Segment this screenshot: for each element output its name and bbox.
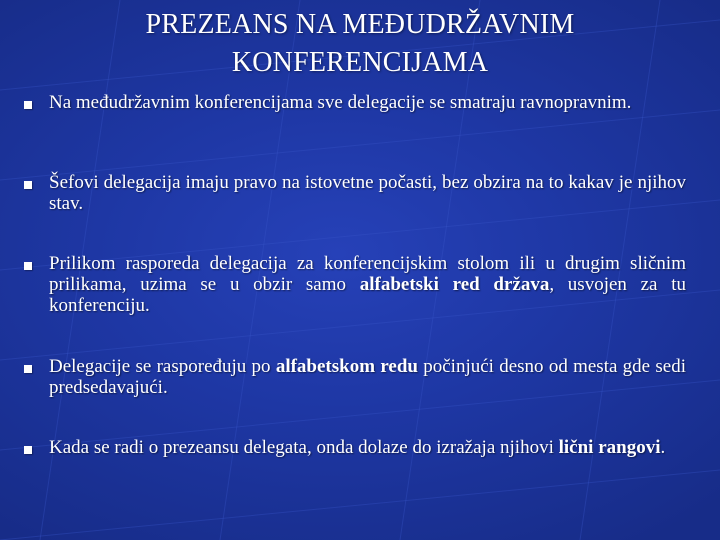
bullet-text-part: Kada se radi o prezeansu delegata, onda dolaze do izražaja njihovi (49, 437, 559, 458)
bullet-text-part: počinjući desno od mesta gde sedi predsedavajući. (49, 356, 686, 398)
bullet-text-part: Na međudržavnim konferencijama sve delegacije se smatraju ravnopravnim. (49, 92, 632, 113)
bullet-text-part: Prilikom rasporeda delegacija za konferencijskim stolom ili u drugim sličnim prilikama, uzima se u obzir samo (49, 253, 686, 295)
bullet-text (49, 253, 686, 316)
bullet-text (49, 437, 686, 458)
bullet-text-emphasis: lični rangovi (558, 437, 661, 458)
slide-title: PREZEANS NA MEĐUDRŽAVNIM KONFERENCIJAMA (145, 9, 575, 78)
bullet-text (49, 356, 686, 398)
bullet-text (49, 92, 686, 113)
bullet-text-part: . (660, 437, 666, 458)
bullet-text-part: Delegacije se raspoređuju po (49, 356, 276, 377)
square-bullet-icon (24, 181, 32, 189)
square-bullet-icon (24, 365, 32, 373)
square-bullet-icon (24, 101, 32, 109)
bullet-text-emphasis: alfabetskom redu (275, 356, 418, 377)
bullet-text-part: , usvojen za tu konferenciju. (49, 274, 686, 316)
bullet-text-emphasis: alfabetski red država (359, 274, 550, 295)
bullet-text-part: Šefovi delegacija imaju pravo na istovetne počasti, bez obzira na to kakav je njihov stav. (49, 172, 686, 214)
square-bullet-icon (24, 446, 32, 454)
bullet-text (49, 172, 686, 214)
square-bullet-icon (24, 262, 32, 270)
